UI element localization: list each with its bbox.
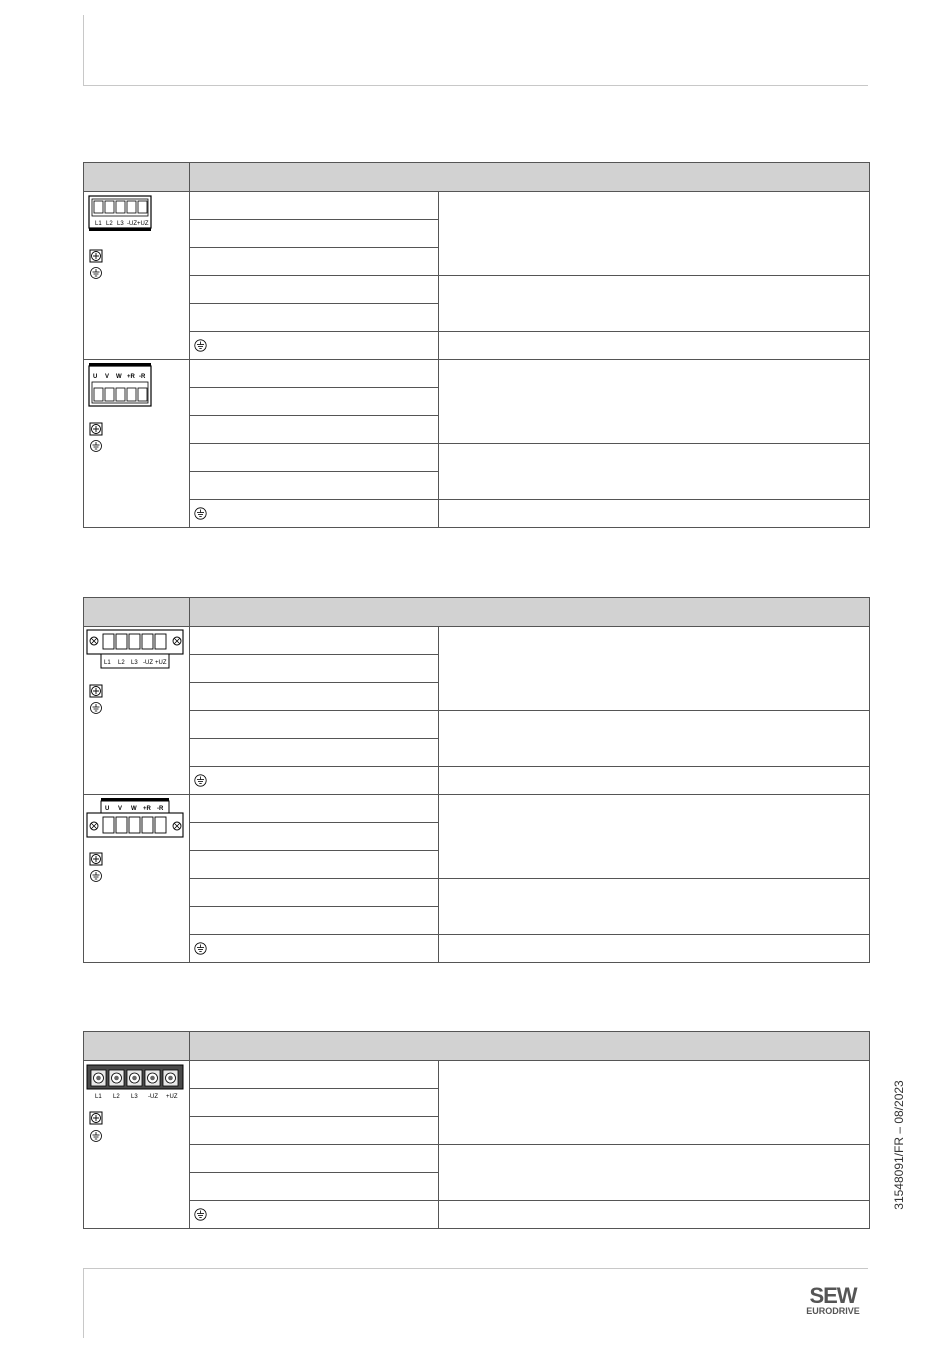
terminal-cell [190, 360, 439, 388]
terminal-cell [190, 1061, 439, 1089]
terminal-cell [190, 711, 439, 739]
description-cell [439, 711, 870, 767]
table-row [84, 332, 870, 360]
terminal-cell [190, 683, 439, 711]
svg-text:-UZ: -UZ [148, 1094, 158, 1100]
description-cell [439, 360, 870, 444]
table-row [84, 795, 870, 823]
mains-plug-screw-flange-image [84, 627, 188, 719]
svg-text:W: W [116, 374, 122, 380]
terminal-cell [190, 472, 439, 500]
svg-text:L3: L3 [131, 1094, 138, 1100]
svg-text:+UZ: +UZ [137, 221, 149, 227]
terminal-table-2 [83, 597, 870, 963]
table-row [84, 1145, 870, 1173]
footer-margin-line [83, 1268, 84, 1338]
description-cell [439, 1061, 870, 1145]
svg-text:+UZ: +UZ [166, 1094, 178, 1100]
svg-text:+R: +R [143, 806, 151, 812]
table-row [84, 500, 870, 528]
description-cell [439, 500, 870, 528]
terminal-cell [190, 220, 439, 248]
terminal-cell [190, 1173, 439, 1201]
description-cell [439, 332, 870, 360]
terminal-cell [190, 795, 439, 823]
document-reference [884, 1072, 914, 1217]
svg-text:L3: L3 [131, 660, 138, 666]
header-rule [83, 85, 868, 86]
table-row [84, 192, 870, 220]
terminal-cell [190, 1117, 439, 1145]
connector-image-cell [84, 360, 190, 528]
terminal-cell [190, 332, 439, 360]
terminal-cell [190, 388, 439, 416]
svg-text:U: U [93, 374, 98, 380]
table-header-row [84, 598, 870, 627]
svg-text:SEW: SEW [809, 1284, 857, 1308]
svg-text:L2: L2 [113, 1094, 120, 1100]
table-row [84, 276, 870, 304]
terminal-cell [190, 304, 439, 332]
terminal-cell [190, 416, 439, 444]
terminal-cell [190, 627, 439, 655]
svg-text:L3: L3 [117, 221, 124, 227]
terminal-cell [190, 935, 439, 963]
table-row [84, 767, 870, 795]
terminal-cell [190, 248, 439, 276]
description-cell [439, 879, 870, 935]
terminal-cell [190, 907, 439, 935]
svg-text:V: V [118, 806, 123, 812]
protective-earth-icon [194, 339, 207, 352]
header-cell [84, 598, 190, 627]
table-header-row [84, 1032, 870, 1061]
terminal-cell [190, 739, 439, 767]
description-cell [439, 1201, 870, 1229]
description-cell [439, 795, 870, 879]
connector-image-cell [84, 192, 190, 360]
sew-eurodrive-logo [798, 1284, 868, 1318]
terminal-cell [190, 1089, 439, 1117]
svg-text:+UZ: +UZ [155, 660, 167, 666]
svg-text:L1: L1 [104, 660, 111, 666]
terminal-cell [190, 879, 439, 907]
svg-text:W: W [131, 806, 137, 812]
table-row [84, 1201, 870, 1229]
terminal-cell [190, 851, 439, 879]
terminal-cell [190, 1145, 439, 1173]
svg-text:V: V [105, 374, 110, 380]
svg-text:-UZ: -UZ [143, 660, 153, 666]
svg-text:EURODRIVE: EURODRIVE [806, 1306, 860, 1316]
header-margin-line [83, 15, 84, 85]
svg-text:U: U [105, 806, 110, 812]
svg-text:L1: L1 [95, 221, 102, 227]
terminal-cell [190, 444, 439, 472]
terminal-cell [190, 767, 439, 795]
table-row [84, 879, 870, 907]
protective-earth-icon [194, 507, 207, 520]
terminal-table-1 [83, 162, 870, 528]
protective-earth-icon [194, 774, 207, 787]
svg-text:L2: L2 [106, 221, 113, 227]
protective-earth-icon [194, 942, 207, 955]
description-cell [439, 192, 870, 276]
svg-text:L1: L1 [95, 1094, 102, 1100]
motor-plug-screw-flange-image [84, 795, 188, 887]
header-cell [190, 598, 870, 627]
svg-text:+R: +R [127, 374, 135, 380]
header-cell [84, 1032, 190, 1061]
motor-plug-connector-image [84, 360, 188, 452]
header-cell [190, 1032, 870, 1061]
protective-earth-icon [194, 1208, 207, 1221]
terminal-cell [190, 1201, 439, 1229]
connector-image-cell [84, 627, 190, 795]
svg-text:L2: L2 [118, 660, 125, 666]
document-reference-text: 31548091/FR – 08/2023 [892, 1079, 906, 1210]
description-cell [439, 444, 870, 500]
table-row [84, 935, 870, 963]
svg-text:-R: -R [157, 806, 164, 812]
table-row [84, 444, 870, 472]
connector-image-cell [84, 1061, 190, 1229]
terminal-cell [190, 500, 439, 528]
terminal-cell [190, 192, 439, 220]
footer-rule [83, 1268, 868, 1269]
svg-text:-R: -R [139, 374, 146, 380]
description-cell [439, 935, 870, 963]
mains-screw-terminal-image [84, 1061, 188, 1153]
description-cell [439, 627, 870, 711]
table-header-row [84, 163, 870, 192]
terminal-table-3 [83, 1031, 870, 1229]
connector-image-cell [84, 795, 190, 963]
table-row [84, 627, 870, 655]
header-cell [190, 163, 870, 192]
description-cell [439, 276, 870, 332]
terminal-cell [190, 276, 439, 304]
table-row [84, 1061, 870, 1089]
terminal-cell [190, 823, 439, 851]
table-row [84, 711, 870, 739]
description-cell [439, 1145, 870, 1201]
header-cell [84, 163, 190, 192]
svg-text:-UZ: -UZ [127, 221, 137, 227]
mains-plug-connector-image [84, 192, 188, 284]
description-cell [439, 767, 870, 795]
table-row [84, 360, 870, 388]
terminal-cell [190, 655, 439, 683]
